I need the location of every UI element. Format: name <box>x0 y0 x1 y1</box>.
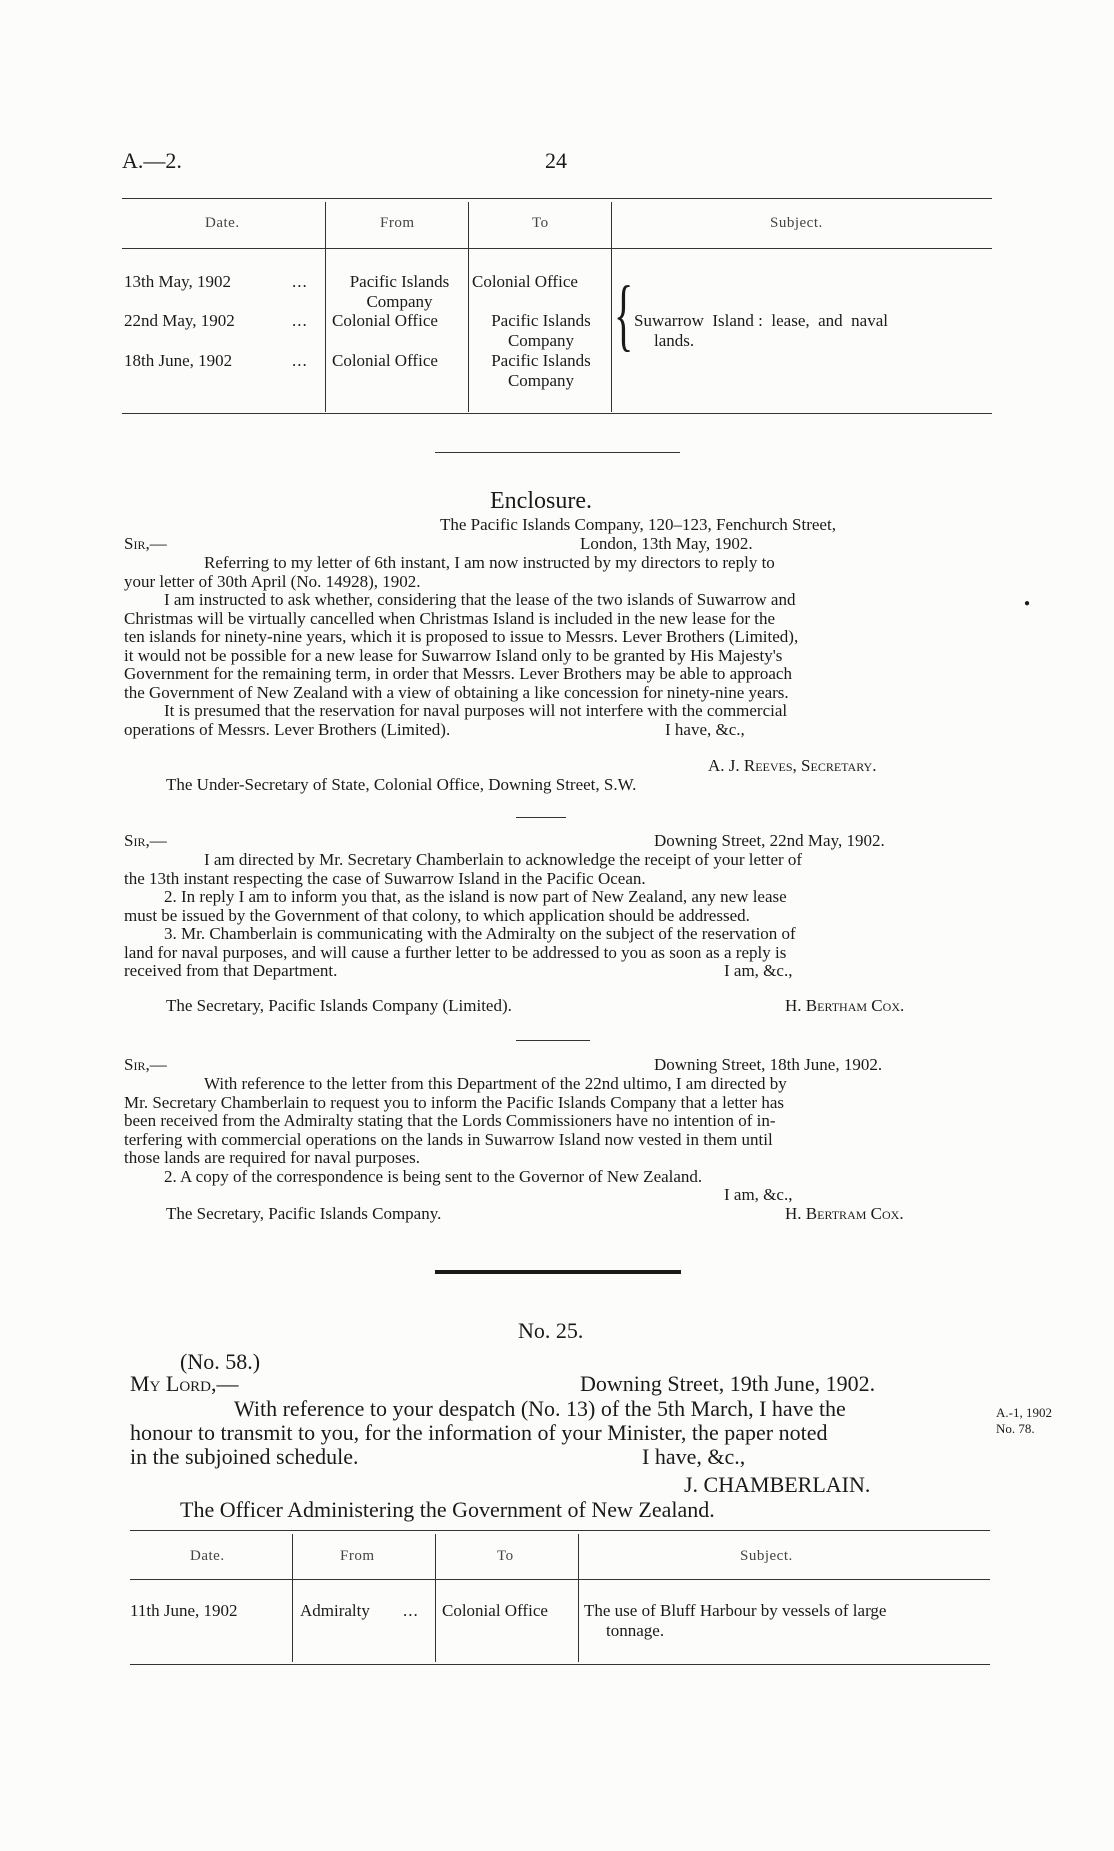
row-to: Colonial Office <box>442 1601 548 1620</box>
page-header-code: A.—2. <box>122 148 182 173</box>
row-from: Pacific Islands Company <box>349 272 450 311</box>
col-header-from: From <box>380 215 415 231</box>
despatch-ref: (No. 58.) <box>180 1349 261 1374</box>
row-subject: The use of Bluff Harbour by vessels of large <box>584 1601 887 1620</box>
row-to: Pacific Islands Company <box>491 351 591 390</box>
salutation: Sir,— <box>124 831 167 850</box>
col-header-to: To <box>532 215 549 231</box>
row-subject-cont: lands. <box>654 331 695 350</box>
salutation: Sir,— <box>124 534 167 553</box>
brace-icon: { <box>614 271 634 359</box>
enclosure-date: London, 13th May, 1902. <box>580 534 753 553</box>
col-header-subject: Subject. <box>770 215 823 231</box>
row-from: Colonial Office <box>332 311 438 330</box>
bullet-mark: ● <box>1024 598 1031 609</box>
letter-body: With reference to the letter from this Department of the 22nd ultimo, I am directed by Mr. Secretary Chamberlain to request you to inform the Pacific Islands Company that a letter has been received from the Admiralty stating that the Lords Commissioners have no intention of in- terfering with commercial operations on the lands in Suwarrow Island now vested in them until those lands are required for naval purposes. 2. A copy of the correspondence is being sent to the Governor of New Zealand. <box>124 1074 787 1186</box>
table-row <box>124 272 231 292</box>
place-date: Downing Street, 22nd May, 1902. <box>654 831 885 850</box>
salutation: Sir,— <box>124 1055 167 1074</box>
closing: I have, &c., <box>642 1444 746 1469</box>
divider <box>516 1040 590 1041</box>
closing: I have, &c., <box>665 719 745 739</box>
row-date: 13th May, 1902 <box>124 272 232 291</box>
signature: H. Bertram Cox. <box>785 1204 904 1223</box>
enclosure-address: The Pacific Islands Company, 120–123, Fenchurch Street, <box>440 515 836 534</box>
section-heading: No. 25. <box>518 1318 584 1343</box>
closing: I am, &c., <box>724 1185 793 1204</box>
section-divider <box>435 452 680 453</box>
signature: A. J. Reeves, Secretary. <box>708 756 877 775</box>
row-from: Admiralty <box>300 1601 370 1620</box>
col-header-date: Date. <box>190 1548 225 1564</box>
row-to: Pacific Islands Company <box>491 311 591 350</box>
row-to: Colonial Office <box>472 272 578 291</box>
row-dots: ... <box>292 351 308 370</box>
row-date: 11th June, 1902 <box>130 1601 238 1620</box>
page-number: 24 <box>545 148 567 173</box>
row-subject-cont: tonnage. <box>606 1621 665 1640</box>
addressee: The Under-Secretary of State, Colonial Office, Downing Street, S.W. <box>166 775 637 794</box>
col-header-from: From <box>340 1548 375 1564</box>
margin-note: A.-1, 1902 No. 78. <box>996 1405 1052 1436</box>
signature: J. CHAMBERLAIN. <box>684 1472 871 1497</box>
addressee: The Officer Administering the Government of New Zealand. <box>180 1497 715 1522</box>
col-header-date: Date. <box>205 215 240 231</box>
letter-body: I am directed by Mr. Secretary Chamberlain to acknowledge the receipt of your letter of the 13th instant respecting the case of Suwarrow Island in the Pacific Ocean. 2. In reply I am to inform you that, as the island is now part of New Zealand, any new lease must be issued by the Government of that colony, to which application should be addressed. 3. Mr. Chamberlain is communicating with the Admiralty on the subject of the reservation of land for naval purposes, and will cause a further letter to be addressed to you as soon as a reply is received from that Department. I am, &c., <box>124 850 803 980</box>
section-divider-thick <box>435 1270 681 1274</box>
salutation: My Lord,— <box>130 1371 239 1396</box>
row-dots: ... <box>403 1601 419 1620</box>
letter-body: With reference to your despatch (No. 13) of the 5th March, I have the honour to transmit to you, for the information of your Minister, the paper noted in the subjoined schedule. I have, &c., <box>130 1396 846 1469</box>
col-header-to: To <box>497 1548 514 1564</box>
row-date: 18th June, 1902 <box>124 351 233 370</box>
row-dots: ... <box>292 311 308 330</box>
closing: I am, &c., <box>724 961 793 980</box>
col-header-subject: Subject. <box>740 1548 793 1564</box>
row-from: Colonial Office <box>332 351 438 370</box>
letter-body: Referring to my letter of 6th instant, I am now instructed by my directors to reply to your letter of 30th April (No. 14928), 1902. I am instructed to ask whether, considering that the lease of the two islands of Suwarrow and Christmas will be virtually cancelled when Christmas Island is included in the new lease for the ten islands for ninety-nine years, which it is proposed to issue to Messrs. Lever Brothers (Limited), it would not be possible for a new lease for Suwarrow Island only to be granted by His Majesty's Government for the remaining term, in order that Messrs. Lever Brothers may be able to approach the Government of New Zealand with a view of obtaining a like concession for ninety-nine years. It is presumed that the reservation for naval purposes will not interfere with the commercial operations of Messrs. Lever Brothers (Limited). I have, &c., <box>124 553 799 739</box>
addressee: The Secretary, Pacific Islands Company. <box>166 1204 442 1223</box>
addressee: The Secretary, Pacific Islands Company (Limited). <box>166 996 512 1015</box>
divider <box>516 817 566 818</box>
place-date: Downing Street, 18th June, 1902. <box>654 1055 883 1074</box>
signature: H. Bertham Cox. <box>785 996 905 1015</box>
row-subject: Suwarrow Island : lease, and naval <box>634 311 888 330</box>
row-dots: ... <box>292 272 308 291</box>
enclosure-heading: Enclosure. <box>490 488 592 514</box>
place-date: Downing Street, 19th June, 1902. <box>580 1371 876 1396</box>
row-date: 22nd May, 1902 <box>124 311 235 330</box>
